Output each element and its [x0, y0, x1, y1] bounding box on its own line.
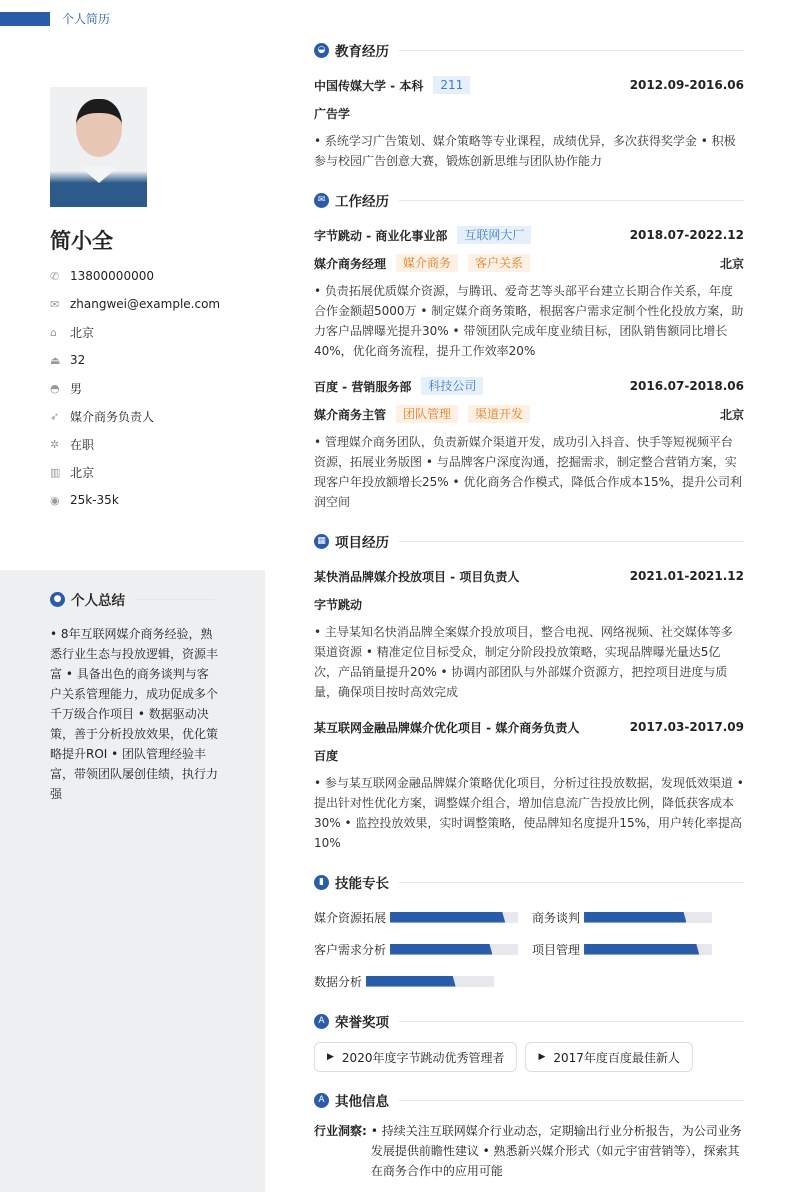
other-text: • 持续关注互联网媒介行业动态，定期输出行业分析报告，为公司业务发展提供前瞻性建议 • 熟悉新兴媒介形式（如元宇宙营销等），探索其在商务合作中的应用可能 — [370, 1124, 742, 1178]
status-icon: ✲ — [50, 437, 60, 451]
other-header — [314, 1090, 744, 1110]
info-row — [50, 486, 220, 514]
school-name: 中国传媒大学 - 本科 — [314, 78, 424, 93]
info-row — [50, 318, 220, 346]
triangle-icon: ▶ — [538, 1052, 546, 1062]
role-tag: 媒介商务 — [396, 254, 458, 272]
info-row — [50, 374, 220, 402]
education-row — [314, 71, 744, 99]
projects-header — [314, 531, 744, 551]
info-value: 32 — [70, 353, 86, 367]
work-header — [314, 190, 744, 210]
skill-bar — [366, 976, 494, 987]
home-icon: ⌂ — [50, 325, 57, 339]
role-tag: 团队管理 — [396, 405, 458, 423]
skill-item — [314, 909, 518, 926]
award-item — [314, 1042, 517, 1072]
skill-bar-fill — [366, 976, 456, 987]
skill-bar-fill — [584, 944, 699, 955]
project-org: 百度 — [314, 748, 339, 763]
skill-bar-fill — [584, 912, 686, 923]
section-title: 项目经历 — [335, 535, 389, 551]
skill-row — [314, 933, 744, 965]
award-text: 2017年度百度最佳新人 — [553, 1050, 680, 1065]
info-row — [50, 262, 220, 290]
header-accent-bar — [0, 12, 50, 26]
section-title: 其他信息 — [335, 1094, 389, 1110]
user-icon: ● — [50, 592, 65, 607]
skill-name: 项目管理 — [532, 942, 581, 957]
work-date: 2016.07-2018.06 — [629, 379, 744, 393]
work-city: 北京 — [719, 407, 744, 422]
work-desc: • 管理媒介商务团队，负责新媒介渠道开发，成功引入抖音、快手等短视频平台资源，拓展业务版图 • 与品牌客户深度沟通，挖掘需求，制定整合营销方案，实现客户年投放额增长25% • 优化商务合作模式，降低合作成本15%，提升公司利润空间 — [314, 435, 743, 509]
age-icon: ⏏ — [50, 353, 61, 367]
project-item — [314, 562, 744, 702]
city-icon: ▥ — [50, 465, 61, 479]
company: 百度 - 营销服务部 — [314, 379, 412, 394]
education-date: 2012.09-2016.06 — [629, 78, 744, 92]
education-header — [314, 40, 744, 60]
role-tag: 客户关系 — [468, 254, 530, 272]
info-value: zhangwei@example.com — [70, 297, 221, 311]
project-desc: • 主导某知名快消品牌全案媒介投放项目，整合电视、网络视频、社交媒体等多渠道资源 • 精准定位目标受众，制定分阶段投放策略，实现品牌曝光量达5亿次，产品销量提升20% • 协调内部团队与外部媒介资源方，把控项目进度与质量，确保项目按时高效完成 — [314, 625, 733, 699]
role: 媒介商务经理 — [314, 256, 387, 271]
skill-name: 数据分析 — [314, 974, 363, 989]
skill-bar-fill — [390, 912, 505, 923]
info-row — [50, 346, 220, 374]
work-item — [314, 372, 744, 512]
summary-title: 个人总结 — [71, 593, 125, 609]
work-desc: • 负责拓展优质媒介资源，与腾讯、爱奇艺等头部平台建立长期合作关系，年度合作金额超5000万 • 制定媒介商务策略，根据客户需求定制个性化投放方案，助力客户品牌曝光提升30% • 带领团队完成年度业绩目标，团队销售额同比增长40%，优化商务流程，提升工作效率20% — [314, 284, 744, 358]
info-row — [50, 290, 220, 318]
chart-icon: ▮ — [314, 875, 329, 890]
project-name: 某互联网金融品牌媒介优化项目 - 媒介商务负责人 — [314, 720, 580, 735]
skill-bar — [584, 912, 712, 923]
section-title: 技能专长 — [335, 876, 389, 892]
project-date: 2017.03-2017.09 — [629, 720, 744, 734]
profile-name: 简小全 — [50, 229, 113, 253]
company: 字节跳动 - 商业化事业部 — [314, 228, 448, 243]
gender-icon: ◓ — [50, 381, 60, 395]
section-title: 工作经历 — [335, 194, 389, 210]
skill-row — [314, 965, 744, 997]
skill-bar — [390, 912, 518, 923]
info-row — [50, 402, 220, 430]
info-value: 北京 — [70, 325, 95, 340]
info-row — [50, 458, 220, 486]
info-value: 男 — [70, 381, 83, 396]
grid-icon: ▦ — [314, 534, 329, 549]
skill-name: 媒介资源拓展 — [314, 910, 387, 925]
profile-info-list — [50, 262, 220, 514]
awards-header — [314, 1011, 744, 1031]
role: 媒介商务主管 — [314, 407, 387, 422]
briefcase-icon: ✉ — [314, 193, 329, 208]
graduation-cap-icon: ◒ — [314, 43, 329, 58]
info-value: 媒介商务负责人 — [70, 409, 155, 424]
skill-item — [314, 941, 518, 958]
skill-item — [532, 941, 712, 958]
skill-bar — [584, 944, 712, 955]
salary-icon: ◉ — [50, 493, 60, 507]
main-content — [314, 40, 744, 1181]
skill-bar — [390, 944, 518, 955]
skill-name: 客户需求分析 — [314, 942, 387, 957]
work-city: 北京 — [719, 256, 744, 271]
project-date: 2021.01-2021.12 — [629, 569, 744, 583]
skill-item — [532, 909, 712, 926]
skill-row — [314, 901, 744, 933]
skill-name: 商务谈判 — [532, 910, 581, 925]
info-value: 在职 — [70, 437, 95, 452]
skill-bar-fill — [390, 944, 492, 955]
section-title: 教育经历 — [335, 44, 389, 60]
info-value: 北京 — [70, 465, 95, 480]
major-row — [314, 99, 744, 127]
company-tag: 互联网大厂 — [457, 226, 531, 244]
award-icon: A — [314, 1014, 329, 1029]
info-value: 13800000000 — [70, 269, 154, 283]
mail-icon: ✉ — [50, 297, 60, 311]
award-item — [525, 1042, 692, 1072]
summary-header — [50, 589, 215, 609]
info-row — [50, 430, 220, 458]
section-title: 荣誉奖项 — [335, 1015, 389, 1031]
triangle-icon: ▶ — [327, 1052, 334, 1062]
skills-header — [314, 872, 744, 892]
summary-text: • 8年互联网媒介商务经验，熟悉行业生态与投放逻辑，资源丰富 • 具备出色的商务谈判与客户关系管理能力，成功促成多个千万级合作项目 • 数据驱动决策，善于分析投放效果，优化策略提升ROI • 团队管理经验丰富，带领团队屡创佳绩，执行力强 — [50, 627, 219, 801]
work-date: 2018.07-2022.12 — [629, 228, 744, 242]
award-text: 2020年度字节跳动优秀管理者 — [341, 1050, 505, 1065]
project-org: 字节跳动 — [314, 597, 363, 612]
work-item — [314, 221, 744, 361]
info-icon: A — [314, 1093, 329, 1108]
project-item — [314, 713, 744, 853]
avatar-photo — [50, 87, 147, 207]
project-name: 某快消品牌媒介投放项目 - 项目负责人 — [314, 569, 520, 584]
position-icon: ➶ — [50, 409, 60, 423]
project-desc: • 参与某互联网金融品牌媒介策略优化项目，分析过往投放数据，发现低效渠道 • 提出针对性优化方案，调整媒介组合，增加信息流广告投放比例，降低获客成本30% • 监控投放效果，实时调整策略，使品牌知名度提升15%，用户转化率提高10% — [314, 776, 744, 850]
role-tag: 渠道开发 — [468, 405, 530, 423]
major: 广告学 — [314, 106, 351, 121]
education-desc: • 系统学习广告策划、媒介策略等专业课程，成绩优异，多次获得奖学金 • 积极参与校园广告创意大赛，锻炼创新思维与团队协作能力 — [314, 134, 736, 168]
school-tag: 211 — [433, 76, 470, 94]
page-title: 个人简历 — [62, 12, 111, 26]
phone-icon: ✆ — [50, 269, 60, 283]
skill-item — [314, 973, 494, 990]
other-info — [314, 1121, 744, 1181]
other-label: 行业洞察: — [314, 1124, 367, 1138]
company-tag: 科技公司 — [421, 377, 483, 395]
info-value: 25k-35k — [70, 493, 119, 507]
